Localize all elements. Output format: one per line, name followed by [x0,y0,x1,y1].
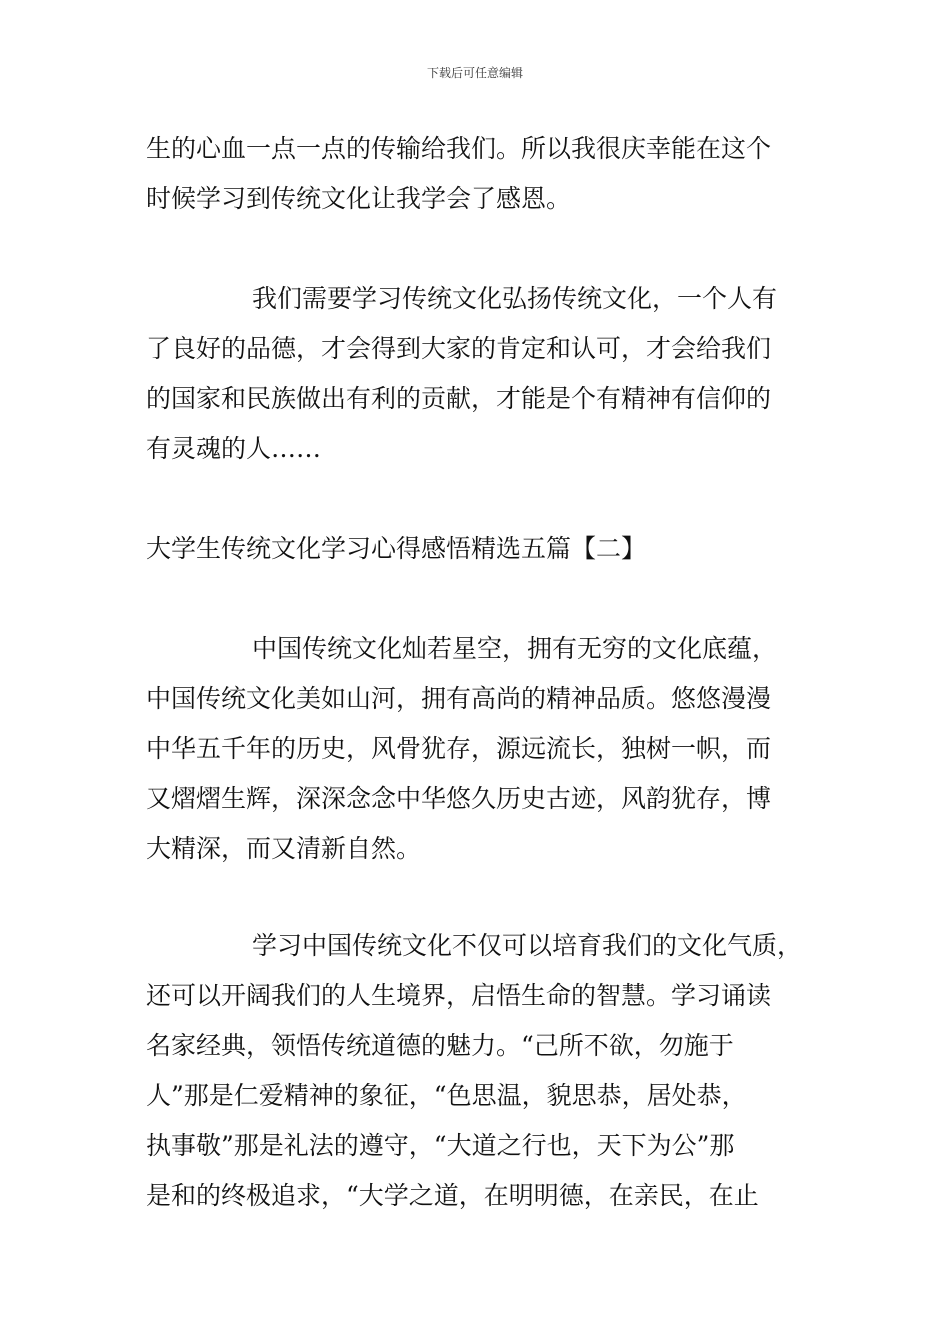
paragraph-4-line-6: 是和的终极追求，“大学之道，在明明德，在亲民，在止 [146,1181,759,1210]
section-heading: 大学生传统文化学习心得感悟精选五篇【二】 [146,534,647,563]
paragraph-3-line-2: 中国传统文化美如山河，拥有高尚的精神品质。悠悠漫漫 [146,684,772,713]
paragraph-4-line-2: 还可以开阔我们的人生境界，启悟生命的智慧。学习诵读 [146,981,772,1010]
paragraph-1-line-2: 时候学习到传统文化让我学会了感恩。 [146,184,572,213]
paragraph-4-line-3: 名家经典，领悟传统道德的魅力。“己所不欲，勿施于 [146,1031,734,1060]
paragraph-3-line-1: 中国传统文化灿若星空，拥有无穷的文化底蕴， [252,634,778,663]
page-header: 下载后可任意编辑 [426,66,523,80]
paragraph-4-line-4: 人”那是仁爱精神的象征，“色思温，貌思恭，居处恭， [146,1081,747,1110]
paragraph-2-line-1: 我们需要学习传统文化弘扬传统文化，一个人有 [252,284,778,313]
paragraph-3-line-5: 大精深，而又清新自然。 [146,834,422,863]
paragraph-3-line-4: 又熠熠生辉，深深念念中华悠久历史古迹，风韵犹存，博 [146,784,772,813]
paragraph-3-line-3: 中华五千年的历史，风骨犹存，源远流长，独树一帜，而 [146,734,772,763]
paragraph-1-line-1: 生的心血一点一点的传输给我们。所以我很庆幸能在这个 [146,134,772,163]
paragraph-4-line-1: 学习中国传统文化不仅可以培育我们的文化气质， [252,931,803,960]
paragraph-2-line-4: 有灵魂的人…… [146,434,322,463]
paragraph-4-line-5: 执事敬”那是礼法的遵守，“大道之行也，天下为公”那 [146,1131,735,1160]
paragraph-2-line-3: 的国家和民族做出有利的贡献，才能是个有精神有信仰的 [146,384,772,413]
paragraph-2-line-2: 了良好的品德，才会得到大家的肯定和认可，才会给我们 [146,334,772,363]
